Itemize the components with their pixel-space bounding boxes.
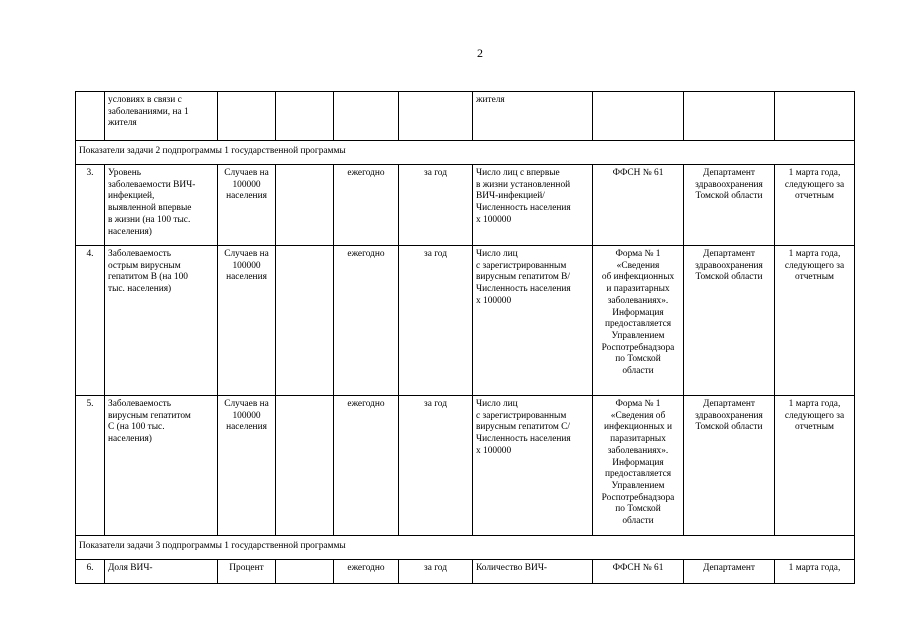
cell-period: за год [399,246,473,396]
cell-extra [276,246,334,396]
cell-source: ФФСН № 61 [593,560,684,584]
cell-periodicity: ежегодно [334,246,399,396]
cell-formula: жителя [473,92,593,141]
section-2-title: Показатели задачи 2 подпрограммы 1 государственной программы [76,141,855,165]
table-row-6 [76,560,855,584]
cell-deadline: 1 марта года, следующего за отчетным [775,396,855,536]
cell-period: за год [399,560,473,584]
cell-responsible [684,92,775,141]
cell-responsible: Департамент [684,560,775,584]
cell-indicator-name: Заболеваемость вирусным гепатитом С (на 100 тыс. населения) [105,396,218,536]
cell-period [399,92,473,141]
cell-unit: Процент [218,560,276,584]
section-header-row [76,141,855,165]
cell-num: 3. [76,165,105,246]
cell-indicator-name: условиях в связи с заболеваниями, на 1 жителя [105,92,218,141]
cell-responsible: Департамент здравоохранения Томской области [684,246,775,396]
cell-formula: Количество ВИЧ- [473,560,593,584]
cell-formula: Число лиц с зарегистрированным вирусным гепатитом С/ Численность населения х 100000 [473,396,593,536]
cell-deadline [775,92,855,141]
cell-source [593,92,684,141]
table-row-5 [76,396,855,536]
cell-indicator-name: Уровень заболеваемости ВИЧ- инфекцией, выявленной впервые в жизни (на 100 тыс. населения) [105,165,218,246]
cell-indicator-name: Заболеваемость острым вирусным гепатитом В (на 100 тыс. населения) [105,246,218,396]
cell-periodicity: ежегодно [334,560,399,584]
cell-unit [218,92,276,141]
cell-formula: Число лиц с зарегистрированным вирусным гепатитом В/ Численность населения х 100000 [473,246,593,396]
cell-unit: Случаев на 100000 населения [218,396,276,536]
cell-periodicity: ежегодно [334,396,399,536]
page-number: 2 [477,46,483,60]
cell-deadline: 1 марта года, следующего за отчетным [775,165,855,246]
cell-num [76,92,105,141]
cell-extra [276,396,334,536]
cell-num: 6. [76,560,105,584]
cell-unit: Случаев на 100000 населения [218,246,276,396]
cell-source: ФФСН № 61 [593,165,684,246]
cell-responsible: Департамент здравоохранения Томской области [684,396,775,536]
cell-extra [276,560,334,584]
cell-unit: Случаев на 100000 населения [218,165,276,246]
cell-period: за год [399,165,473,246]
cell-deadline: 1 марта года, следующего за отчетным [775,246,855,396]
cell-period: за год [399,396,473,536]
table-row-continuation [76,92,855,141]
cell-num: 5. [76,396,105,536]
cell-source: Форма № 1 «Сведения об инфекционных и паразитарных заболеваниях». Информация предоставляется Управлением Роспотребнадзора по Томской области [593,396,684,536]
cell-extra [276,92,334,141]
table-row-4 [76,246,855,396]
section-3-title: Показатели задачи 3 подпрограммы 1 государственной программы [76,536,855,560]
cell-source: Форма № 1 «Сведения об инфекционных и паразитарных заболеваниях». Информация предоставляется Управлением Роспотребнадзора по Томской области [593,246,684,396]
cell-extra [276,165,334,246]
cell-num: 4. [76,246,105,396]
cell-indicator-name: Доля ВИЧ- [105,560,218,584]
cell-periodicity [334,92,399,141]
table-row-3 [76,165,855,246]
cell-deadline: 1 марта года, [775,560,855,584]
indicators-table [75,91,855,584]
cell-periodicity: ежегодно [334,165,399,246]
cell-formula: Число лиц с впервые в жизни установленной ВИЧ-инфекцией/ Численность населения х 100000 [473,165,593,246]
cell-responsible: Департамент здравоохранения Томской области [684,165,775,246]
section-header-row [76,536,855,560]
